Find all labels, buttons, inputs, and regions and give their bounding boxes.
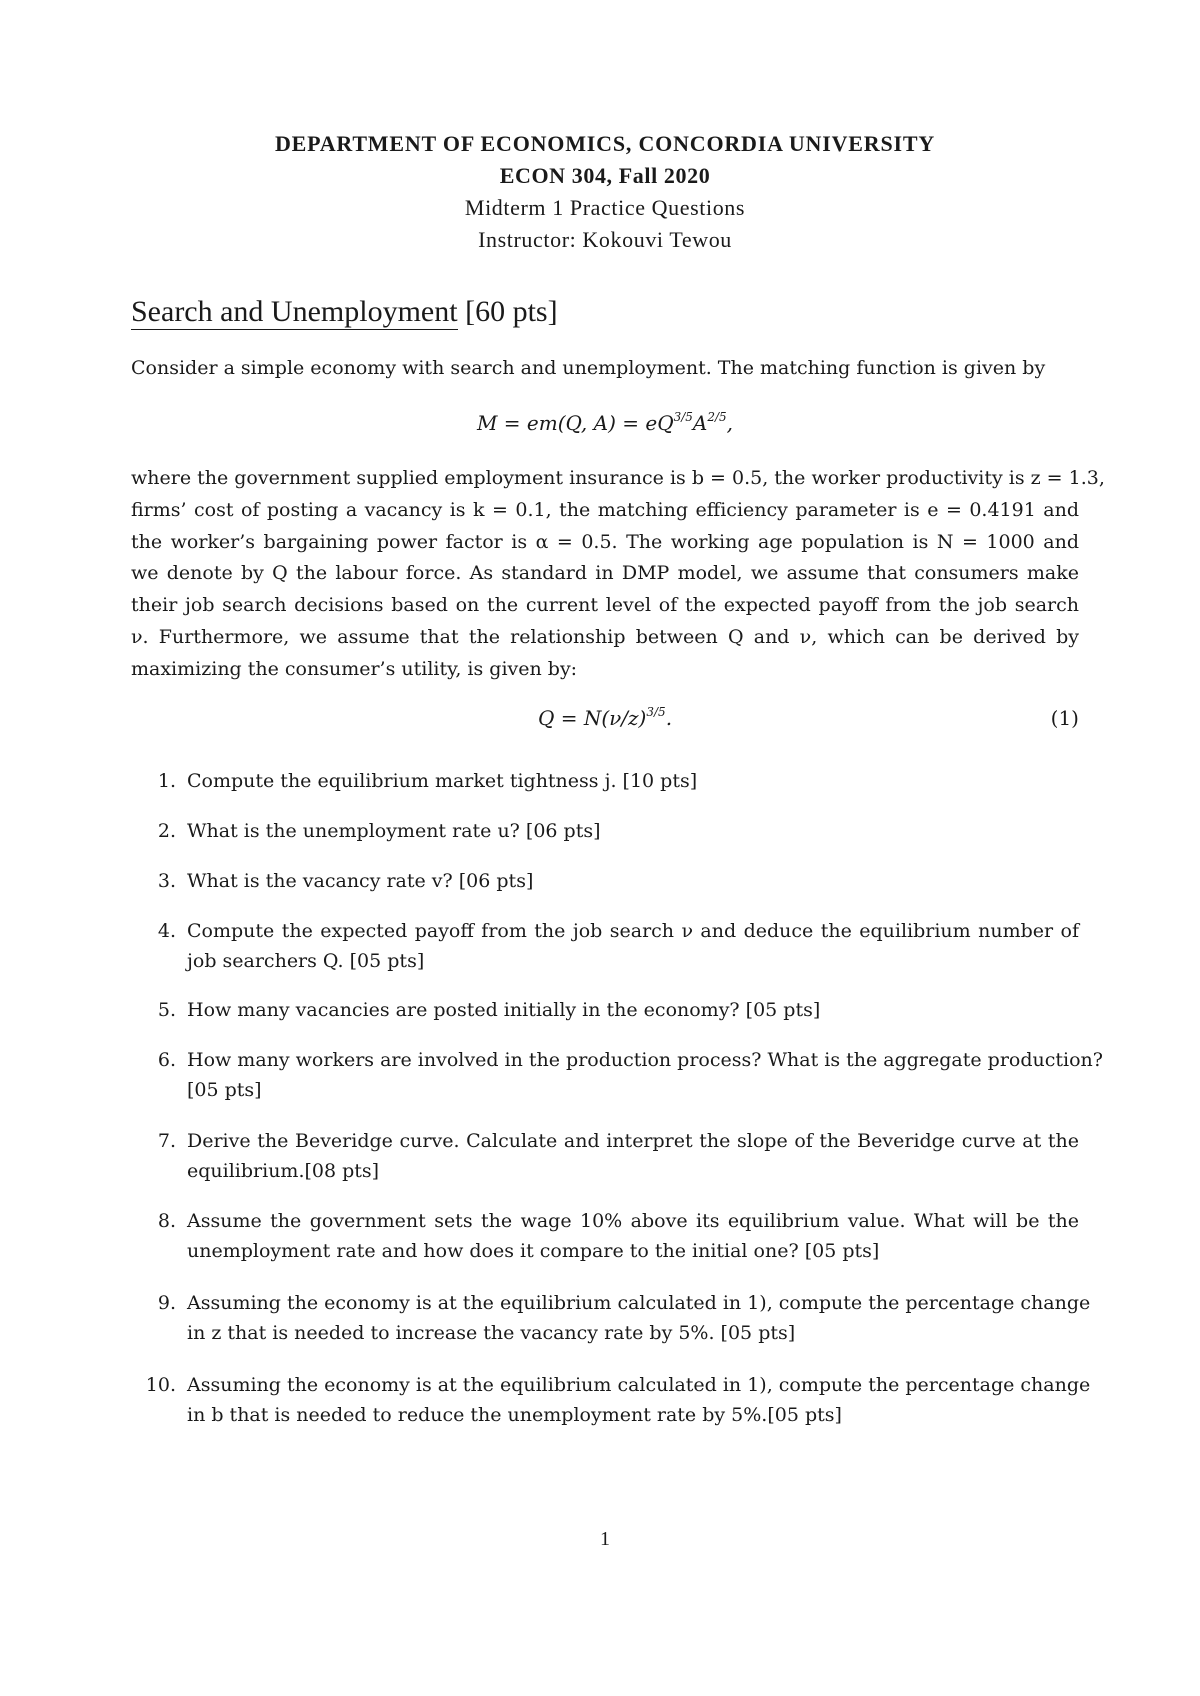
question-line: What is the vacancy rate v? [06 pts] (187, 870, 534, 892)
question-line: Compute the equilibrium market tightness j. [10 pts] (187, 770, 698, 792)
question-line: in z that is needed to increase the vacancy rate by 5%. [05 pts] (187, 1322, 796, 1344)
equation1-mid: A (692, 411, 708, 435)
paragraph-line: where the government supplied employment insurance is b = 0.5, the worker productivity is z = 1.3, (131, 467, 1105, 489)
question-number: 1. (157, 770, 176, 792)
exam-title: Midterm 1 Practice Questions (464, 195, 746, 220)
paragraph-line: their job search decisions based on the current level of the expected payoff from the job search (131, 594, 1079, 617)
question-text (187, 1126, 1079, 1186)
equation1-exp2: 2/5 (707, 410, 727, 424)
question-line: How many vacancies are posted initially in the economy? [05 pts] (187, 999, 821, 1021)
paragraph-line: firms’ cost of posting a vacancy is k = 0.1, the matching efficiency parameter is e = 0.4191 and (131, 498, 1079, 521)
question-text (187, 866, 1079, 896)
intro-text: Consider a simple economy with search and unemployment. The matching function is given by (131, 357, 1046, 379)
question-text (187, 1288, 1091, 1348)
question-line: What is the unemployment rate u? [06 pts] (187, 820, 601, 842)
matching-function-equation (131, 411, 1079, 435)
question-line: job searchers Q. [05 pts] (187, 950, 425, 972)
question-number: 5. (157, 999, 176, 1021)
question-text (187, 1206, 1079, 1266)
section-points: [60 pts] (465, 295, 558, 328)
paragraph-line: we denote by Q the labour force. As standard in DMP model, we assume that consumers make (131, 562, 1079, 585)
question-number: 6. (157, 1049, 176, 1071)
question-number: 2. (157, 820, 176, 842)
instructor-line: Instructor: Kokouvi Tewou (478, 227, 732, 252)
question-number: 4. (157, 920, 176, 942)
question-line: [05 pts] (187, 1079, 262, 1101)
equation2-expr: Q = N(ν/z) (537, 706, 647, 730)
question-number: 7. (157, 1130, 176, 1152)
document-page (131, 0, 1105, 1696)
question-line: Assuming the economy is at the equilibrium calculated in 1), compute the percentage change (187, 1374, 1091, 1396)
equation2-tail: . (665, 706, 673, 730)
question-text (187, 916, 1079, 976)
question-line: How many workers are involved in the production process? What is the aggregate production? (187, 1049, 1103, 1071)
paragraph-line: ν. Furthermore, we assume that the relationship between Q and ν, which can be derived by (131, 625, 1079, 648)
question-number: 3. (157, 870, 176, 892)
course-title: ECON 304, Fall 2020 (499, 163, 711, 188)
question-text (187, 816, 1079, 846)
equation1-lhs: M = em(Q, A) = eQ (476, 411, 674, 435)
question-number: 9. (157, 1292, 176, 1314)
labour-force-equation (131, 706, 1079, 730)
question-text (187, 766, 1079, 796)
paragraph-line: maximizing the consumer’s utility, is given by: (131, 657, 578, 680)
question-text (187, 995, 1079, 1025)
equation2-exp: 3/5 (646, 705, 666, 719)
question-line: Derive the Beveridge curve. Calculate and interpret the slope of the Beveridge curve at the (187, 1130, 1079, 1152)
question-line: equilibrium.[08 pts] (187, 1160, 380, 1182)
equation1-tail: , (726, 411, 734, 435)
question-number: 10. (145, 1374, 176, 1396)
section-title: Search and Unemployment (131, 295, 458, 328)
question-number: 8. (157, 1210, 176, 1232)
department-title: DEPARTMENT OF ECONOMICS, CONCORDIA UNIVERSITY (274, 131, 936, 156)
question-line: Assume the government sets the wage 10% above its equilibrium value. What will be the (187, 1210, 1079, 1232)
page-number: 1 (600, 1528, 610, 1550)
question-line: in b that is needed to reduce the unemployment rate by 5%.[05 pts] (187, 1404, 842, 1426)
paragraph-line: the worker’s bargaining power factor is α = 0.5. The working age population is N = 1000 and (131, 530, 1079, 553)
intro-paragraph (131, 353, 1079, 385)
question-line: unemployment rate and how does it compare to the initial one? [05 pts] (187, 1240, 880, 1262)
parameters-paragraph (131, 463, 1105, 686)
document-header (131, 128, 1079, 256)
question-line: Compute the expected payoff from the job search ν and deduce the equilibrium number of (187, 920, 1079, 942)
section-heading (131, 292, 558, 332)
question-text (187, 1045, 1103, 1105)
equation-number: (1) (1050, 706, 1079, 730)
question-line: Assuming the economy is at the equilibrium calculated in 1), compute the percentage change (187, 1292, 1091, 1314)
question-text (187, 1370, 1091, 1430)
equation1-exp1: 3/5 (673, 410, 693, 424)
